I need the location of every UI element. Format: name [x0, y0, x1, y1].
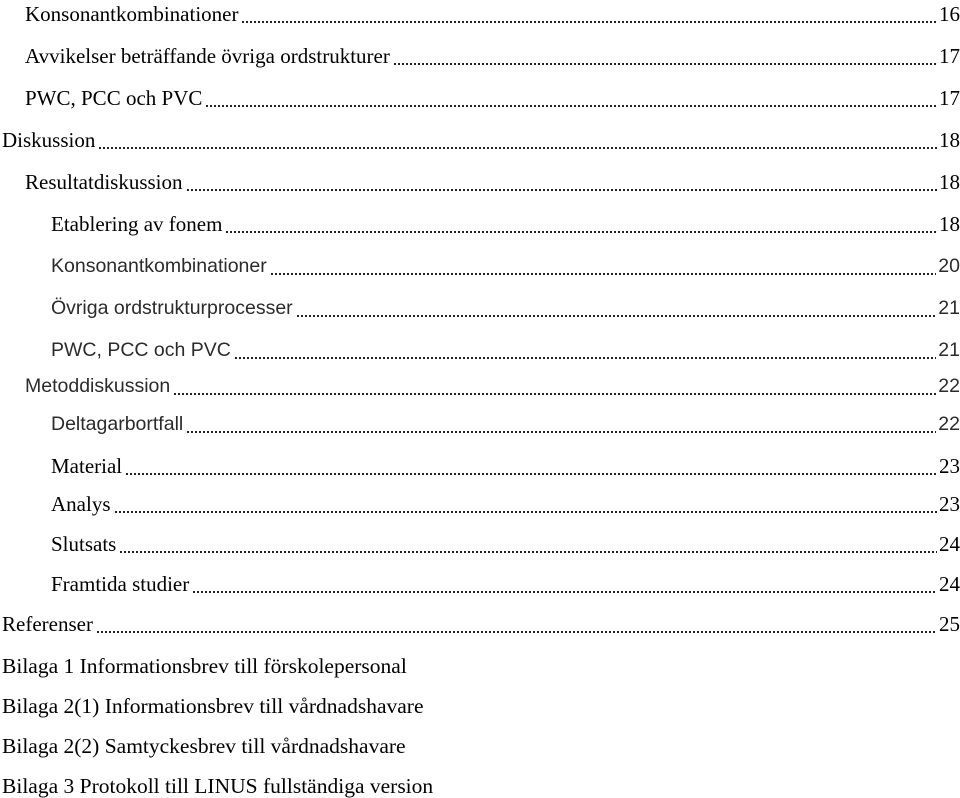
toc-entry[interactable]: [0, 404, 960, 436]
toc-entry-title: Avvikelser beträffande övriga ordstrukturer: [25, 44, 390, 68]
dot-leader: [96, 612, 937, 636]
appendix-title: Bilaga 2(1) Informationsbrev till vårdnadshavare: [2, 694, 424, 718]
toc-entry-page: 23: [939, 454, 960, 478]
toc-entry[interactable]: [0, 288, 960, 320]
toc-entry-title: PWC, PCC och PVC: [25, 86, 203, 110]
dot-leader: [98, 128, 937, 152]
toc-entry-title: Diskussion: [2, 128, 96, 152]
dot-leader: [270, 254, 937, 278]
toc-entry-page: 25: [939, 612, 960, 636]
appendix-title: Bilaga 3 Protokoll till LINUS fullständiga version: [2, 774, 434, 798]
toc-entry-title: Deltagarbortfall: [51, 413, 184, 435]
toc-entry-title: Framtida studier: [51, 572, 190, 596]
toc-entry-title: Resultatdiskussion: [25, 170, 183, 194]
toc-entry-title: Metoddiskussion: [25, 375, 171, 397]
appendix-entry[interactable]: [0, 686, 424, 718]
toc-entry-page: 22: [938, 375, 960, 397]
toc-entry[interactable]: [0, 120, 960, 152]
toc-entry-title: Material: [51, 454, 123, 478]
dot-leader: [296, 296, 937, 320]
toc-entry[interactable]: [0, 564, 960, 596]
toc-entry-page: 16: [939, 2, 960, 26]
dot-leader: [234, 338, 936, 362]
toc-entry[interactable]: [0, 446, 960, 478]
toc-entry-page: 21: [938, 339, 960, 361]
toc-entry-title: Konsonantkombinationer: [25, 2, 239, 26]
toc-entry-title: Slutsats: [51, 532, 117, 556]
appendix-entry[interactable]: [0, 646, 407, 678]
toc-entry[interactable]: [0, 484, 960, 516]
toc-entry-page: 20: [938, 255, 960, 277]
toc-entry[interactable]: [0, 524, 960, 556]
toc-entry-page: 18: [939, 170, 960, 194]
toc-entry-title: Analys: [51, 492, 111, 516]
dot-leader: [173, 374, 936, 398]
toc-entry[interactable]: [0, 162, 960, 194]
toc-entry[interactable]: [0, 204, 960, 236]
appendix-entry[interactable]: [0, 766, 433, 798]
toc-entry-page: 17: [939, 86, 960, 110]
toc-entry-title: Etablering av fonem: [51, 212, 223, 236]
toc-entry-title: PWC, PCC och PVC: [51, 339, 231, 361]
dot-leader: [125, 454, 937, 478]
toc-entry-page: 18: [939, 128, 960, 152]
toc-entry-page: 17: [939, 44, 960, 68]
toc-entry[interactable]: [0, 246, 960, 278]
dot-leader: [119, 532, 937, 556]
dot-leader: [114, 492, 938, 516]
dot-leader: [186, 412, 936, 436]
appendix-title: Bilaga 1 Informationsbrev till förskolepersonal: [2, 654, 407, 678]
toc-entry[interactable]: [0, 0, 960, 26]
dot-leader: [225, 212, 937, 236]
toc-entry-page: 22: [938, 413, 960, 435]
dot-leader: [241, 2, 937, 26]
toc-entry[interactable]: [0, 78, 960, 110]
toc-entry[interactable]: [0, 36, 960, 68]
dot-leader: [393, 44, 937, 68]
dot-leader: [205, 86, 937, 110]
toc-entry-page: 24: [939, 532, 960, 556]
toc-entry-title: Konsonantkombinationer: [51, 255, 267, 277]
toc-entry-title: Referenser: [2, 612, 93, 636]
appendix-title: Bilaga 2(2) Samtyckesbrev till vårdnadshavare: [2, 734, 406, 758]
toc-entry-title: Övriga ordstrukturprocesser: [51, 297, 293, 319]
toc-entry-page: 18: [939, 212, 960, 236]
dot-leader: [186, 170, 937, 194]
appendix-entry[interactable]: [0, 726, 406, 758]
toc-entry[interactable]: [0, 604, 960, 636]
toc-entry-page: 21: [938, 297, 960, 319]
toc-entry-page: 23: [939, 492, 960, 516]
toc-entry-page: 24: [939, 572, 960, 596]
dot-leader: [192, 572, 937, 596]
toc-entry[interactable]: [0, 366, 960, 398]
toc-entry[interactable]: [0, 330, 960, 362]
